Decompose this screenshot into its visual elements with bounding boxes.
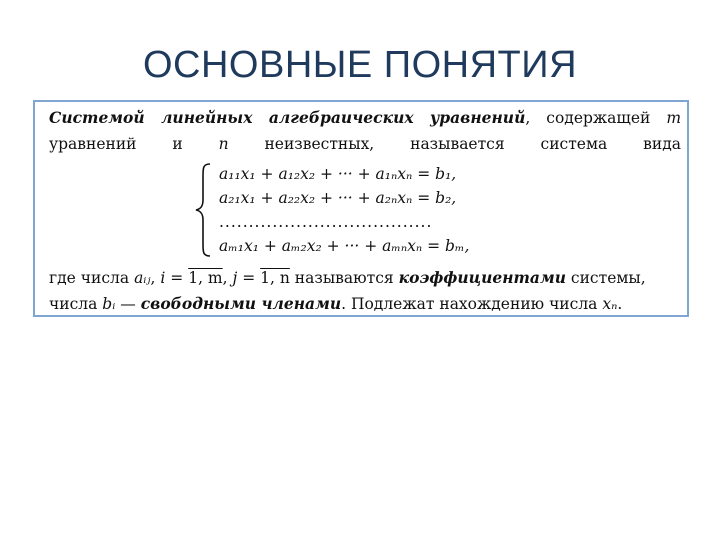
equation-system — [193, 162, 573, 258]
term-system-of-linear-equations: Системой линейных алгебраических уравнений — [49, 108, 526, 127]
term-coefficients: коэффициентами — [398, 268, 566, 287]
intro-line2-part2: неизвестных, называется система вида — [264, 135, 681, 153]
var-n: n — [218, 135, 229, 153]
tail-find: . Подлежат нахождению числа — [341, 295, 598, 313]
definition-intro — [49, 105, 681, 157]
tail-called: называются — [294, 269, 394, 287]
intro-line2-part1: уравнений и — [49, 135, 183, 153]
equations — [219, 162, 571, 258]
unknown-xn: xₙ — [602, 295, 618, 313]
index-i: i = — [160, 269, 184, 287]
tail-numbers: числа — [49, 295, 98, 313]
range-j: 1, n — [260, 269, 290, 287]
equation-dots-row: .................................... — [219, 213, 433, 231]
coef-aij: aᵢⱼ — [134, 269, 151, 287]
free-bi: bᵢ — [102, 295, 116, 313]
tail-end: . — [617, 295, 623, 313]
left-brace-icon — [193, 162, 213, 258]
definition-box — [33, 100, 689, 317]
term-free-terms: свободными членами — [140, 294, 342, 313]
equation-row-m: aₘ₁x₁ + aₘ₂x₂ + ··· + aₘₙxₙ = bₘ, — [219, 237, 470, 255]
intro-rest: , содержащей — [525, 109, 651, 127]
var-m: m — [666, 109, 682, 127]
index-j: j = — [232, 269, 256, 287]
slide-title: ОСНОВНЫЕ ПОНЯТИЯ — [142, 44, 578, 86]
equation-row-2: a₂₁x₁ + a₂₂x₂ + ··· + a₂ₙxₙ = b₂, — [219, 189, 457, 207]
tail-of-system: системы, — [570, 269, 646, 287]
equation-row-1: a₁₁x₁ + a₁₂x₂ + ··· + a₁ₙxₙ = b₁, — [219, 165, 457, 183]
definition-tail: где числа aᵢⱼ, i = 1, m, j = 1, n называются коэффициентами системы, числа bᵢ — свободными членами. Подлежат нахождению числа xₙ. — [49, 268, 646, 313]
range-i: 1, m — [188, 269, 223, 287]
tail-where-numbers: где числа — [49, 269, 130, 287]
tail-dash: — — [120, 295, 136, 313]
